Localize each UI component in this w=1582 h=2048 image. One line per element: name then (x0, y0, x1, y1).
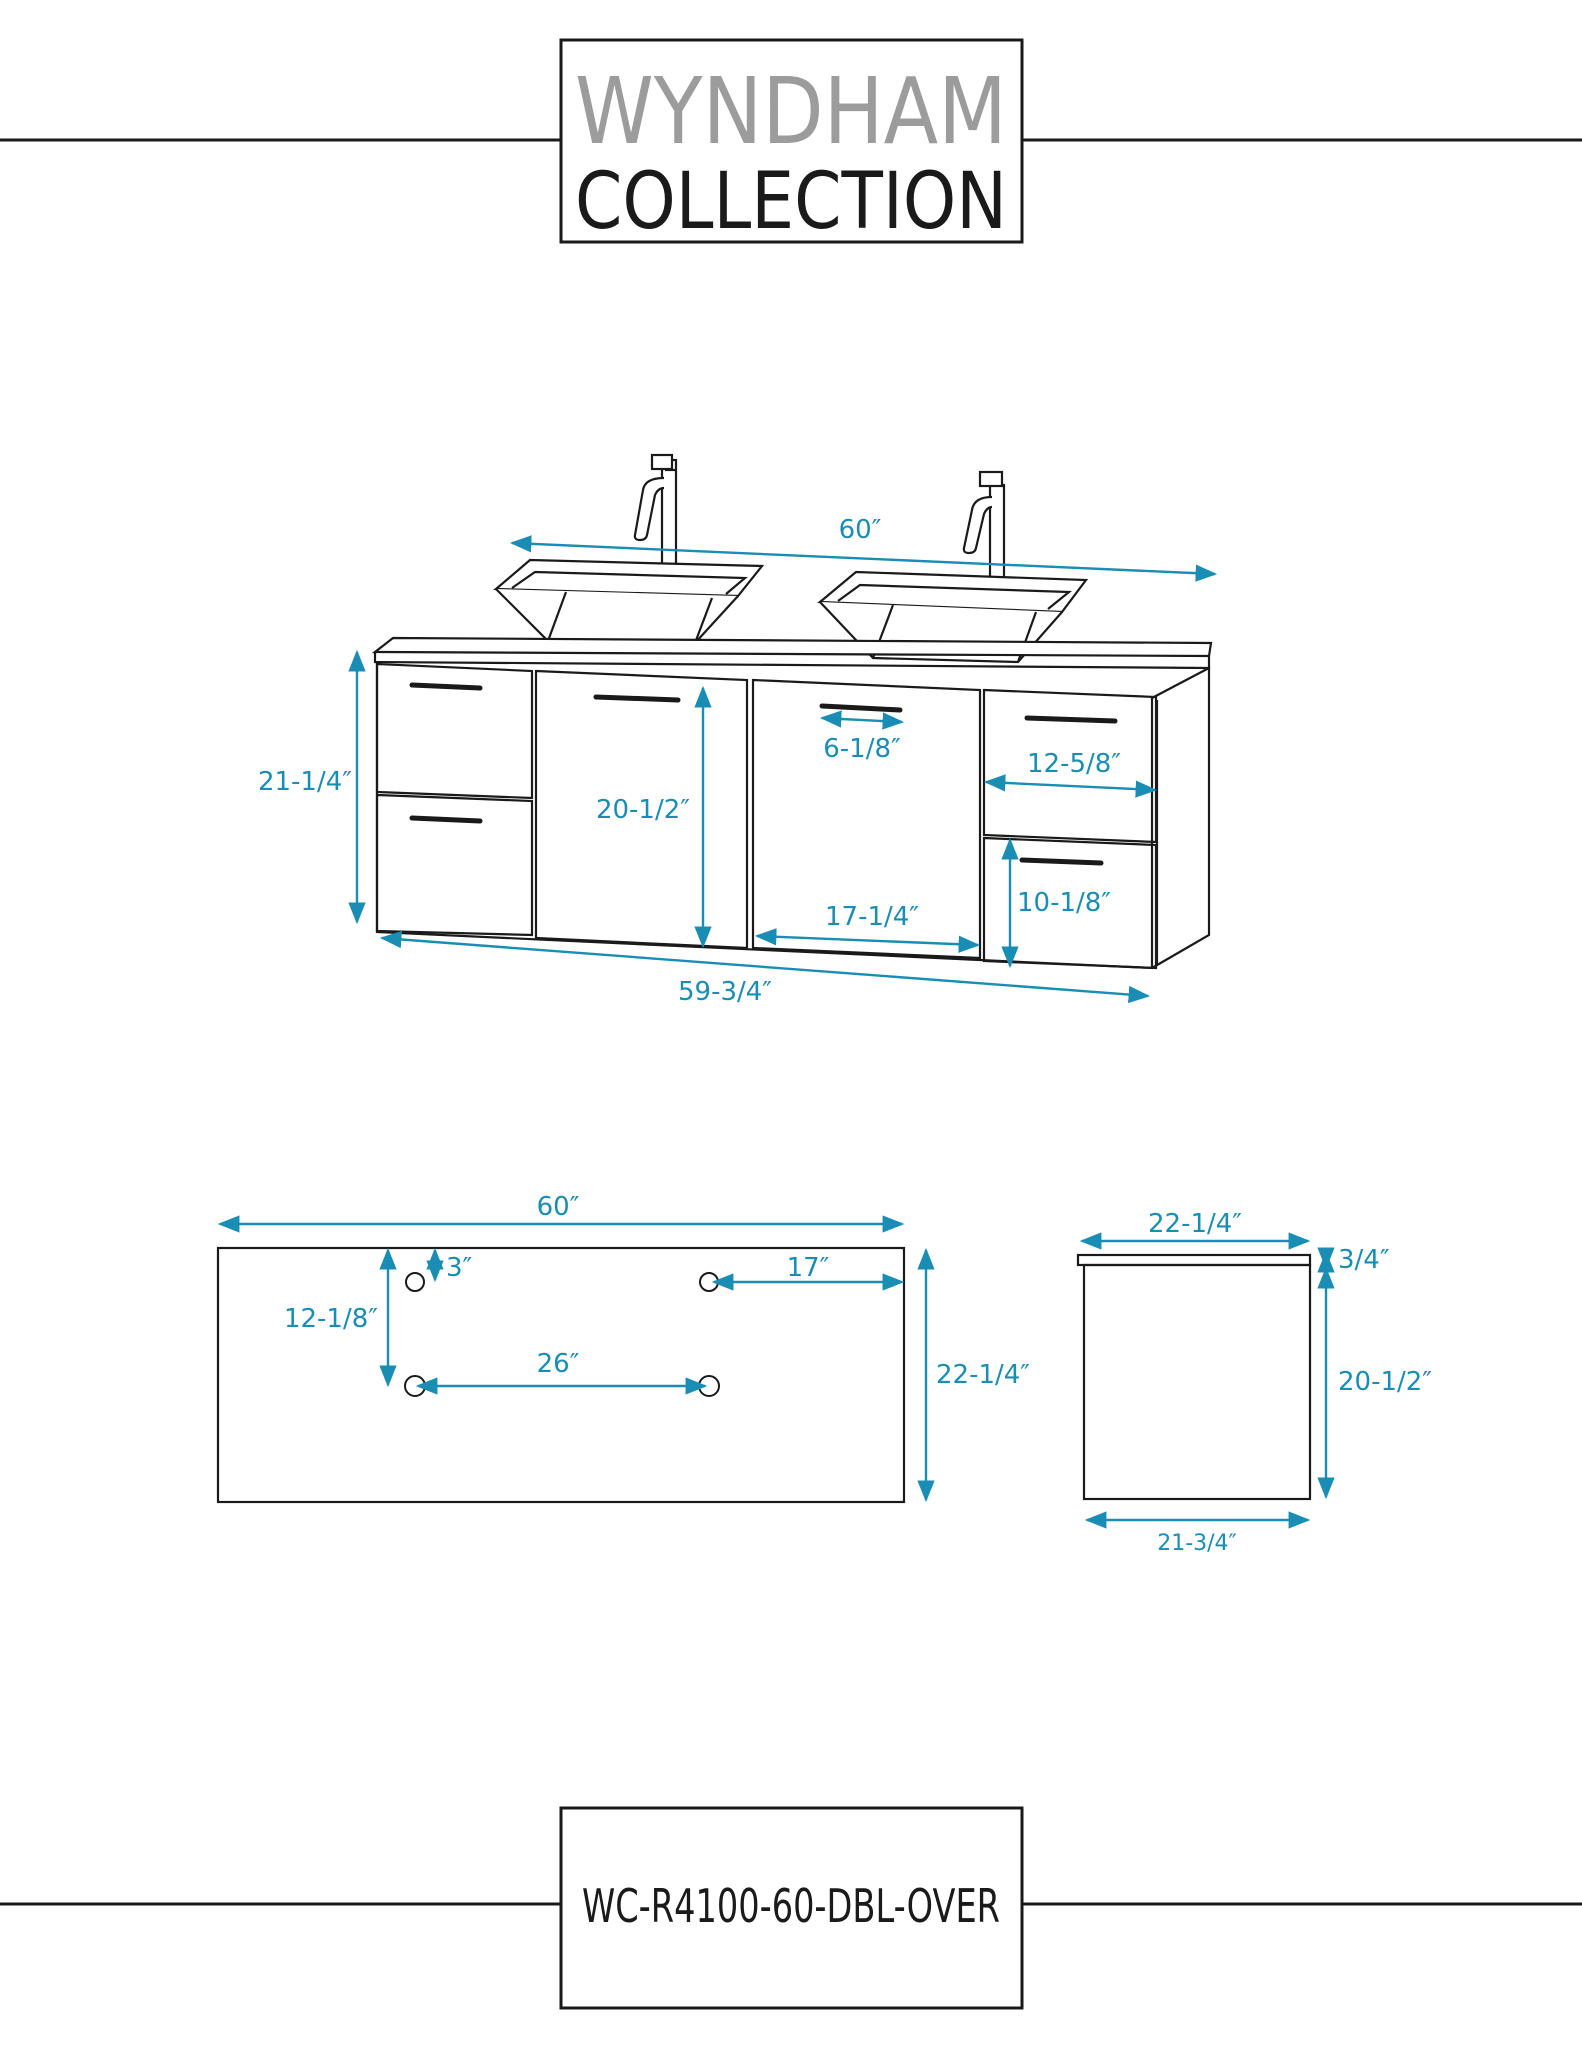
label-hole-offset-right: 17″ (786, 1253, 830, 1283)
label-base-width: 59-3/4″ (677, 977, 773, 1007)
label-overall-top-width: 60″ (838, 515, 882, 545)
cabinet-body (377, 662, 1152, 968)
drawer-left-bottom (377, 795, 532, 935)
label-drawer-height: 10-1/8″ (1016, 888, 1112, 918)
dim-line-handle (822, 718, 902, 722)
logo-wordmark-bottom: COLLECTION (575, 157, 1007, 247)
label-overall-height: 21-1/4″ (257, 767, 352, 797)
label-side-thickness: 3/4″ (1338, 1245, 1390, 1275)
label-side-height: 20-1/2″ (1338, 1367, 1433, 1397)
top-view (218, 1192, 1030, 1502)
hole-top-left (406, 1273, 424, 1291)
side-dimension-lines (1082, 1241, 1326, 1520)
model-number: WC-R4100-60-DBL-OVER (582, 1879, 1000, 1933)
side-view (1078, 1209, 1432, 1556)
label-door-height: 20-1/2″ (595, 795, 690, 825)
logo (0, 40, 1582, 247)
dim-line-drawer-width (986, 782, 1155, 790)
label-hole-spacing-horizontal: 26″ (536, 1349, 580, 1379)
side-countertop (1078, 1255, 1310, 1265)
vessel-sink-left (496, 560, 762, 643)
drawer-left-top (377, 664, 532, 798)
label-side-depth: 21-3/4″ (1157, 1531, 1237, 1556)
logo-wordmark-top: WYNDHAM (575, 58, 1007, 165)
label-hole-offset-top: 3″ (446, 1253, 473, 1283)
label-side-top-depth: 22-1/4″ (1147, 1209, 1243, 1239)
label-top-width: 60″ (536, 1192, 580, 1222)
label-drawer-width: 12-5/8″ (1026, 749, 1122, 779)
label-handle-width: 6-1/8″ (823, 734, 901, 764)
countertop (375, 638, 1211, 656)
model-footer (0, 1808, 1582, 2008)
label-hole-spacing-vertical: 12-1/8″ (283, 1304, 378, 1334)
cabinet-side (1152, 668, 1209, 968)
side-cabinet (1084, 1265, 1310, 1499)
dim-line-door-width (757, 936, 978, 945)
label-top-depth: 22-1/4″ (936, 1360, 1031, 1390)
label-door-width: 17-1/4″ (824, 902, 920, 932)
